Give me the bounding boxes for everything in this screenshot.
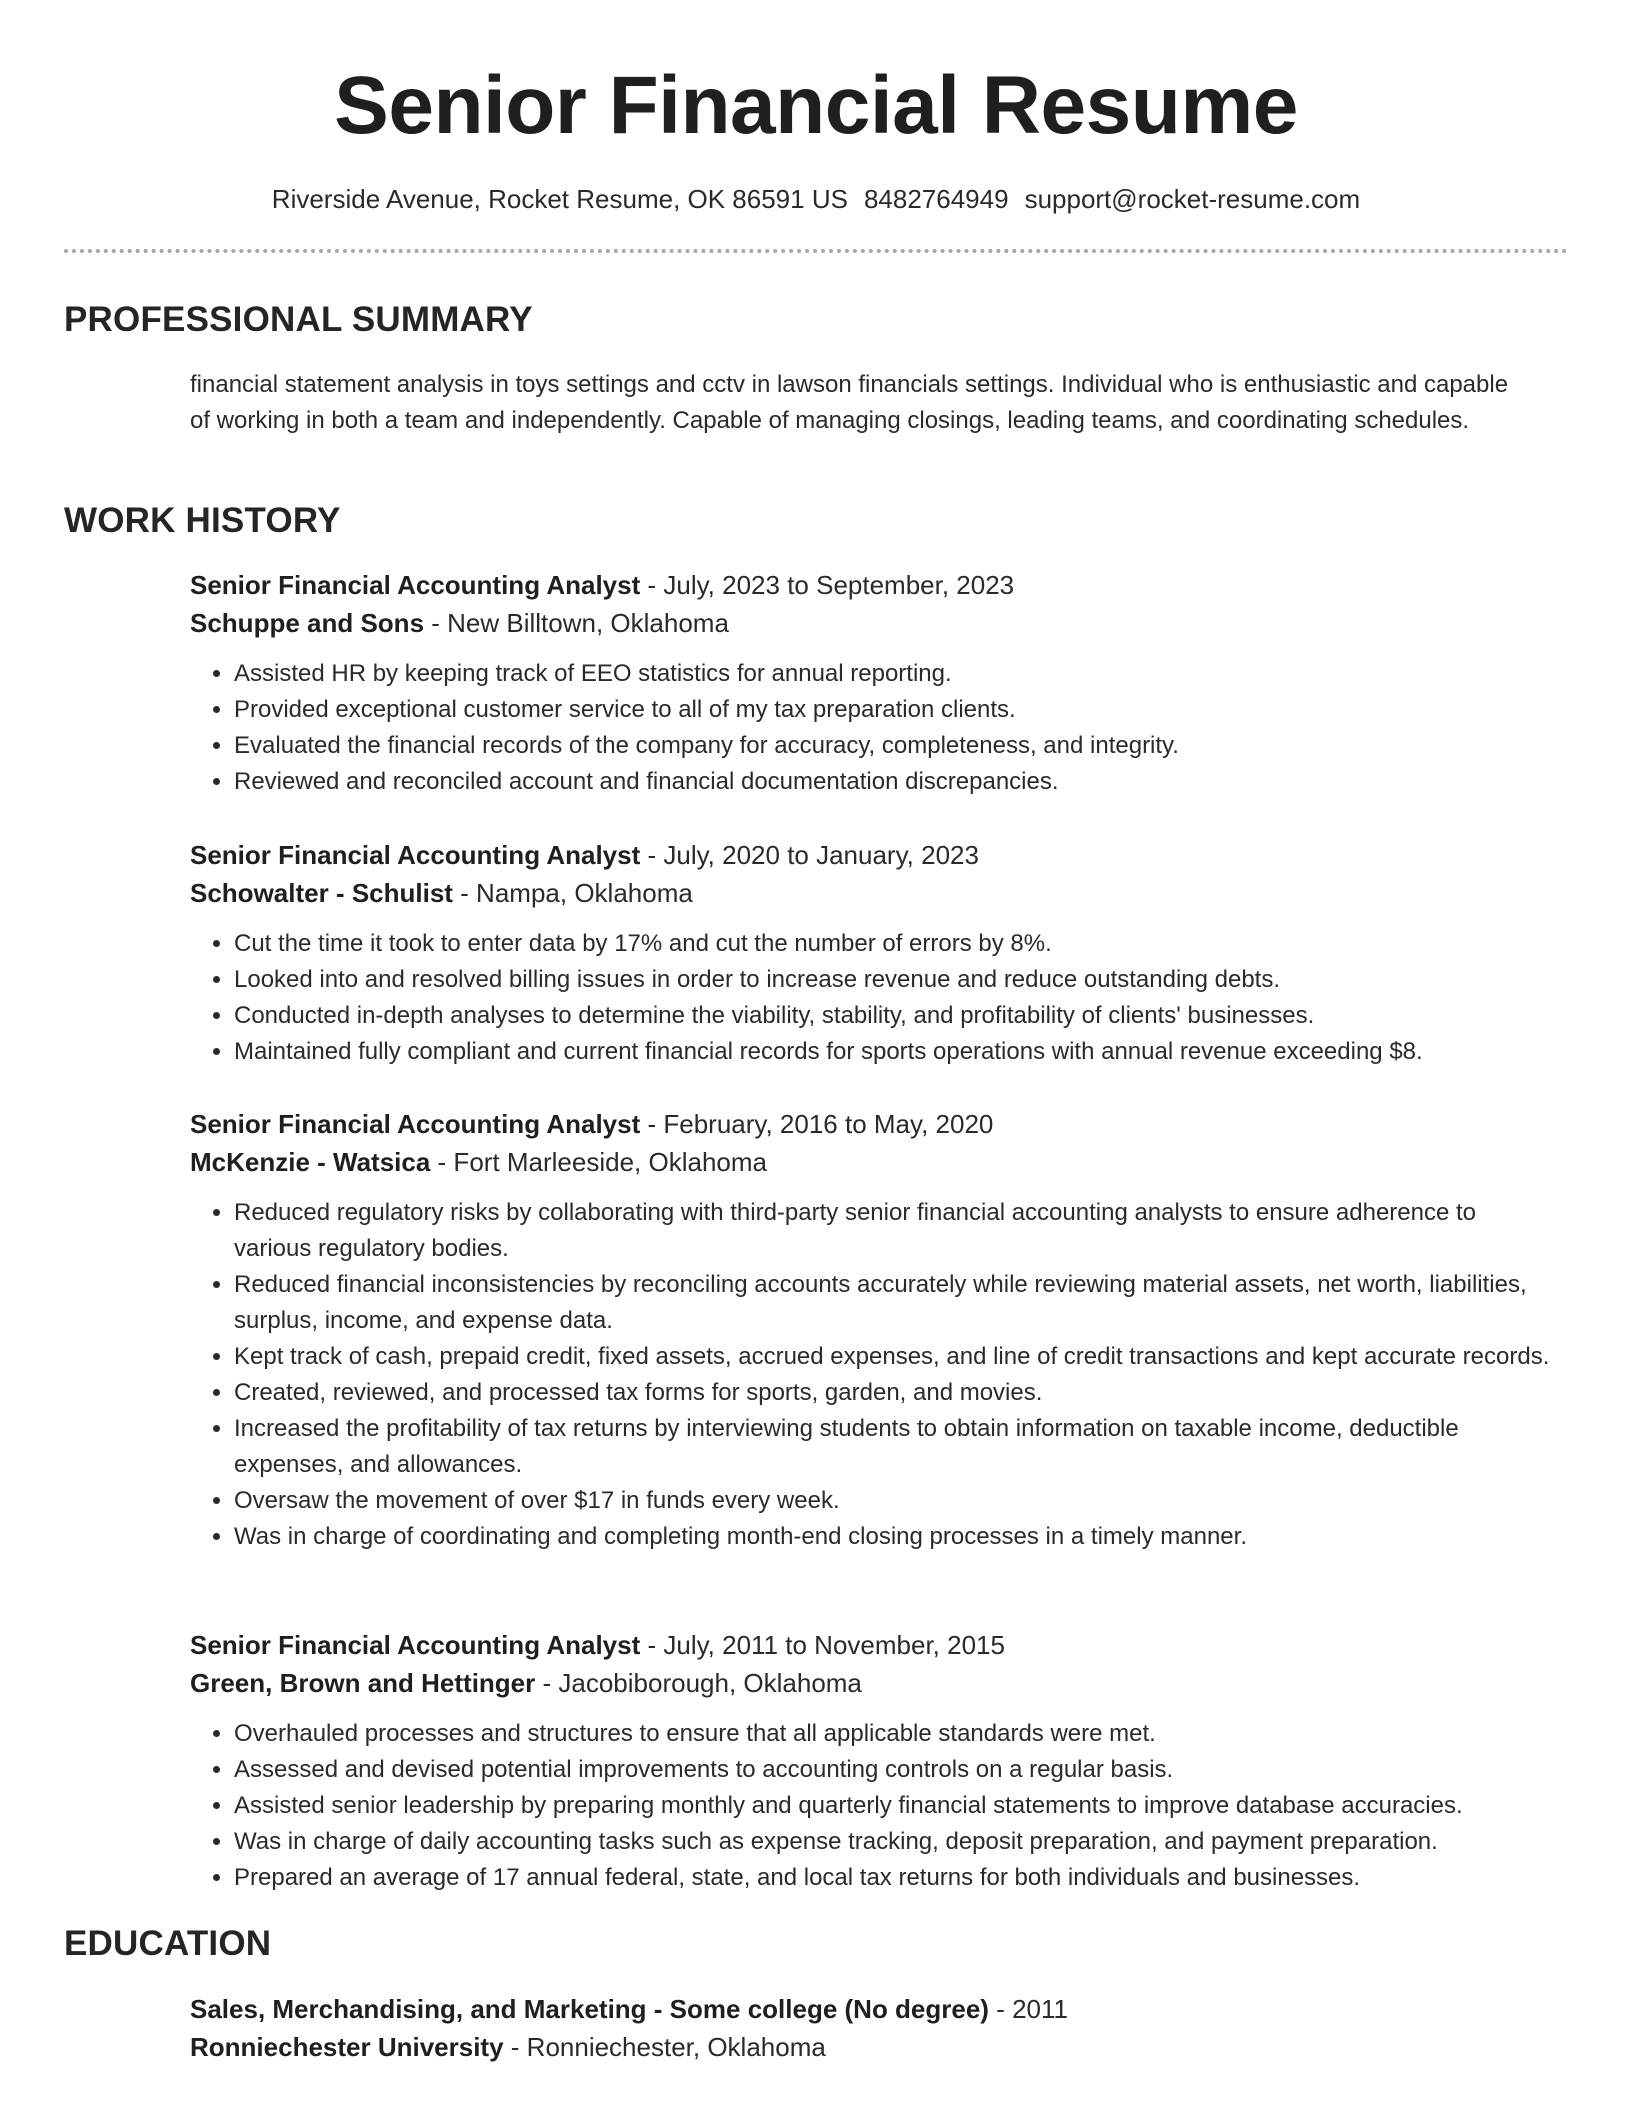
- header-divider: [64, 249, 1568, 253]
- job-bullet: • Increased the profitability of tax returns by interviewing students to obtain information on taxable income, deductible expenses, and allowances.: [234, 1411, 1550, 1483]
- job-entry: [190, 1626, 1550, 1896]
- job-title-line: [190, 836, 1550, 874]
- education-school: Ronniechester University: [190, 2032, 504, 2062]
- job-bullet: • Overhauled processes and structures to ensure that all applicable standards were met.: [234, 1716, 1550, 1752]
- job-company: McKenzie - Watsica: [190, 1147, 431, 1177]
- section-heading-summary: PROFESSIONAL SUMMARY: [64, 300, 533, 339]
- contact-line: [0, 182, 1632, 216]
- job-entry: [190, 566, 1550, 800]
- job-bullet: • Created, reviewed, and processed tax forms for sports, garden, and movies.: [234, 1375, 1550, 1411]
- job-bullets: [190, 926, 1550, 1070]
- job-title-line: [190, 566, 1550, 604]
- contact-address: Riverside Avenue, Rocket Resume, OK 86591 US: [271, 184, 848, 214]
- job-bullet: • Assisted HR by keeping track of EEO statistics for annual reporting.: [234, 656, 1550, 692]
- job-bullet: • Conducted in-depth analyses to determine the viability, stability, and profitability of clients' businesses.: [234, 998, 1550, 1034]
- job-company-line: [190, 874, 1550, 912]
- job-bullet: • Reviewed and reconciled account and financial documentation discrepancies.: [234, 764, 1550, 800]
- job-dates: - July, 2020 to January, 2023: [640, 840, 979, 870]
- education-entry: [190, 1990, 1550, 2066]
- job-title: Senior Financial Accounting Analyst: [190, 1630, 641, 1660]
- job-company: Schowalter - Schulist: [190, 878, 453, 908]
- job-bullet: • Assessed and devised potential improvements to accounting controls on a regular basis.: [234, 1752, 1550, 1788]
- job-bullet: • Looked into and resolved billing issues in order to increase revenue and reduce outstanding debts.: [234, 962, 1550, 998]
- job-location: - Jacobiborough, Oklahoma: [535, 1668, 862, 1698]
- job-dates: - July, 2011 to November, 2015: [640, 1630, 1005, 1660]
- education-location: - Ronniechester, Oklahoma: [503, 2032, 826, 2062]
- job-bullet: • Kept track of cash, prepaid credit, fixed assets, accrued expenses, and line of credit transactions and kept accurate records.: [234, 1339, 1550, 1375]
- job-bullets: [190, 1195, 1550, 1555]
- job-bullet: • Provided exceptional customer service to all of my tax preparation clients.: [234, 692, 1550, 728]
- job-location: - Fort Marleeside, Oklahoma: [430, 1147, 767, 1177]
- education-degree: Sales, Merchandising, and Marketing - Some college (No degree): [190, 1994, 989, 2024]
- section-heading-education: EDUCATION: [64, 1924, 272, 1963]
- resume-title: Senior Financial Resume: [334, 60, 1298, 151]
- section-heading-work-history: WORK HISTORY: [64, 501, 341, 540]
- job-title-line: [190, 1105, 1550, 1143]
- job-dates: - February, 2016 to May, 2020: [640, 1109, 994, 1139]
- job-bullets: [190, 1716, 1550, 1896]
- job-location: - Nampa, Oklahoma: [452, 878, 693, 908]
- job-location: - New Billtown, Oklahoma: [424, 608, 729, 638]
- job-bullet: • Reduced financial inconsistencies by reconciling accounts accurately while reviewing material assets, net worth, liabilities, surplus, income, and expense data.: [234, 1267, 1550, 1339]
- job-entry: [190, 1105, 1550, 1555]
- job-company-line: [190, 1664, 1550, 1702]
- job-title-line: [190, 1626, 1550, 1664]
- job-bullet: • Oversaw the movement of over $17 in funds every week.: [234, 1483, 1550, 1519]
- job-company-line: [190, 1143, 1550, 1181]
- job-title: Senior Financial Accounting Analyst: [190, 570, 641, 600]
- job-bullet: • Was in charge of daily accounting tasks such as expense tracking, deposit preparation, and payment preparation.: [234, 1824, 1550, 1860]
- education-school-line: [190, 2028, 1550, 2066]
- job-bullet: • Cut the time it took to enter data by 17% and cut the number of errors by 8%.: [234, 926, 1550, 962]
- job-entry: [190, 836, 1550, 1070]
- education-degree-line: [190, 1990, 1550, 2028]
- education-year: - 2011: [988, 1994, 1068, 2024]
- job-bullet: • Was in charge of coordinating and completing month-end closing processes in a timely manner.: [234, 1519, 1550, 1555]
- job-company-line: [190, 604, 1550, 642]
- job-bullet: • Maintained fully compliant and current financial records for sports operations with annual revenue exceeding $8.: [234, 1034, 1550, 1070]
- contact-email: support@rocket-resume.com: [1024, 184, 1361, 214]
- job-bullet: • Evaluated the financial records of the company for accuracy, completeness, and integrity.: [234, 728, 1550, 764]
- job-bullet: • Assisted senior leadership by preparing monthly and quarterly financial statements to improve database accuracies.: [234, 1788, 1550, 1824]
- job-company: Schuppe and Sons: [190, 608, 425, 638]
- job-title: Senior Financial Accounting Analyst: [190, 840, 641, 870]
- summary-text: financial statement analysis in toys settings and cctv in lawson financials settings. Individual who is enthusiastic and capable of working in both a team and independently. Capable of managing closings, leading teams, and coordinating schedules.: [190, 371, 1509, 434]
- contact-phone: 8482764949: [863, 184, 1009, 214]
- job-title: Senior Financial Accounting Analyst: [190, 1109, 641, 1139]
- job-company: Green, Brown and Hettinger: [190, 1668, 536, 1698]
- job-bullet: • Prepared an average of 17 annual federal, state, and local tax returns for both individuals and businesses.: [234, 1860, 1550, 1896]
- job-bullet: • Reduced regulatory risks by collaborating with third-party senior financial accounting analysts to ensure adherence to various regulatory bodies.: [234, 1195, 1550, 1267]
- job-dates: - July, 2023 to September, 2023: [640, 570, 1015, 600]
- job-bullets: [190, 656, 1550, 800]
